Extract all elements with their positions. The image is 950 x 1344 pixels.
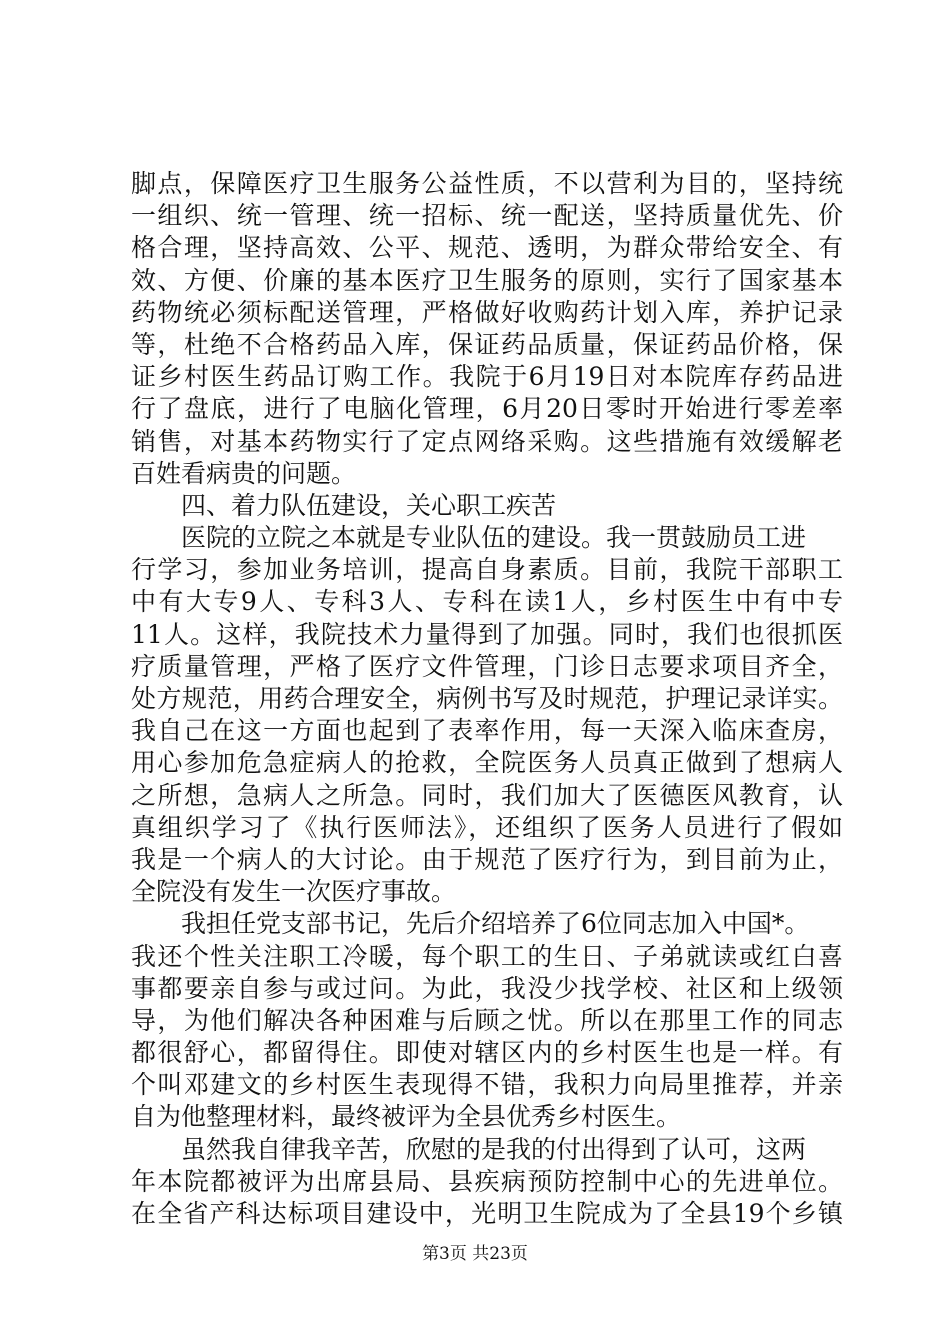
text-line: 处方规范，用药合理安全，病例书写及时规范，护理记录详实。 <box>131 684 843 713</box>
text-line: 自为他整理材料，最终被评为全县优秀乡村医生。 <box>131 1102 682 1132</box>
text-line: 用心参加危急症病人的抢救，全院医务人员真正做到了想病人 <box>131 748 843 778</box>
text-line: 百姓看病贵的问题。 <box>131 458 357 488</box>
page-number-footer: 第3页 共23页 <box>422 1244 528 1264</box>
text-line: 个叫邓建文的乡村医生表现得不错，我积力向局里推荐，并亲 <box>131 1070 843 1100</box>
text-line: 证乡村医生药品订购工作。我院于6月19日对本院库存药品进 <box>131 362 843 392</box>
text-line: 都很舒心，都留得住。即使对辖区内的乡村医生也是一样。有 <box>131 1038 843 1068</box>
text-line: 虽然我自律我辛苦，欣慰的是我的付出得到了认可，这两 <box>181 1134 807 1164</box>
text-line: 行了盘底，进行了电脑化管理，6月20日零时开始进行零差率 <box>131 394 843 424</box>
text-line: 导，为他们解决各种困难与后顾之忧。所以在那里工作的同志 <box>131 1005 843 1035</box>
text-line: 我自己在这一方面也起到了表率作用，每一天深入临床查房， <box>131 716 843 746</box>
text-line: 行学习，参加业务培训，提高自身素质。目前，我院干部职工 <box>131 555 843 585</box>
text-line: 全院没有发生一次医疗事故。 <box>131 877 457 907</box>
text-line: 在全省产科达标项目建设中，光明卫生院成为了全县19个乡镇 <box>131 1199 843 1228</box>
text-line: 真组织学习了《执行医师法》，还组织了医务人员进行了假如 <box>131 812 843 842</box>
text-line: 药物统必须标配送管理，严格做好收购药计划入库，养护记录 <box>131 297 843 327</box>
text-line: 一组织、统一管理、统一招标、统一配送，坚持质量优先、价 <box>131 201 843 231</box>
text-line: 我是一个病人的大讨论。由于规范了医疗行为，到目前为止， <box>131 844 843 874</box>
text-line: 中有大专9人、专科3人、专科在读1人，乡村医生中有中专 <box>131 587 843 617</box>
text-line: 医院的立院之本就是专业队伍的建设。我一贯鼓励员工进 <box>181 523 807 553</box>
text-line: 脚点，保障医疗卫生服务公益性质，不以营利为目的，坚持统 <box>131 169 843 198</box>
text-line: 之所想，急病人之所急。同时，我们加大了医德医风教育，认 <box>131 780 843 810</box>
text-line: 我担任党支部书记，先后介绍培养了6位同志加入中国*。 <box>181 909 810 939</box>
text-line: 等，杜绝不合格药品入库，保证药品质量，保证药品价格，保 <box>131 329 843 359</box>
text-line: 效、方便、价廉的基本医疗卫生服务的原则，实行了国家基本 <box>131 265 843 295</box>
text-line: 销售，对基本药物实行了定点网络采购。这些措施有效缓解老 <box>131 426 843 456</box>
text-line: 我还个性关注职工冷暖，每个职工的生日、子弟就读或红白喜 <box>131 941 843 971</box>
text-line: 事都要亲自参与或过问。为此，我没少找学校、社区和上级领 <box>131 973 843 1003</box>
text-line: 格合理，坚持高效、公平、规范、透明，为群众带给安全、有 <box>131 233 843 263</box>
text-line: 11人。这样，我院技术力量得到了加强。同时，我们也很抓医 <box>131 619 843 649</box>
text-line: 年本院都被评为出席县局、县疾病预防控制中心的先进单位。 <box>131 1166 843 1196</box>
section-heading: 四、着力队伍建设，关心职工疾苦 <box>181 490 557 520</box>
text-line: 疗质量管理，严格了医疗文件管理，门诊日志要求项目齐全， <box>131 651 843 681</box>
body-text <box>131 168 843 1230</box>
